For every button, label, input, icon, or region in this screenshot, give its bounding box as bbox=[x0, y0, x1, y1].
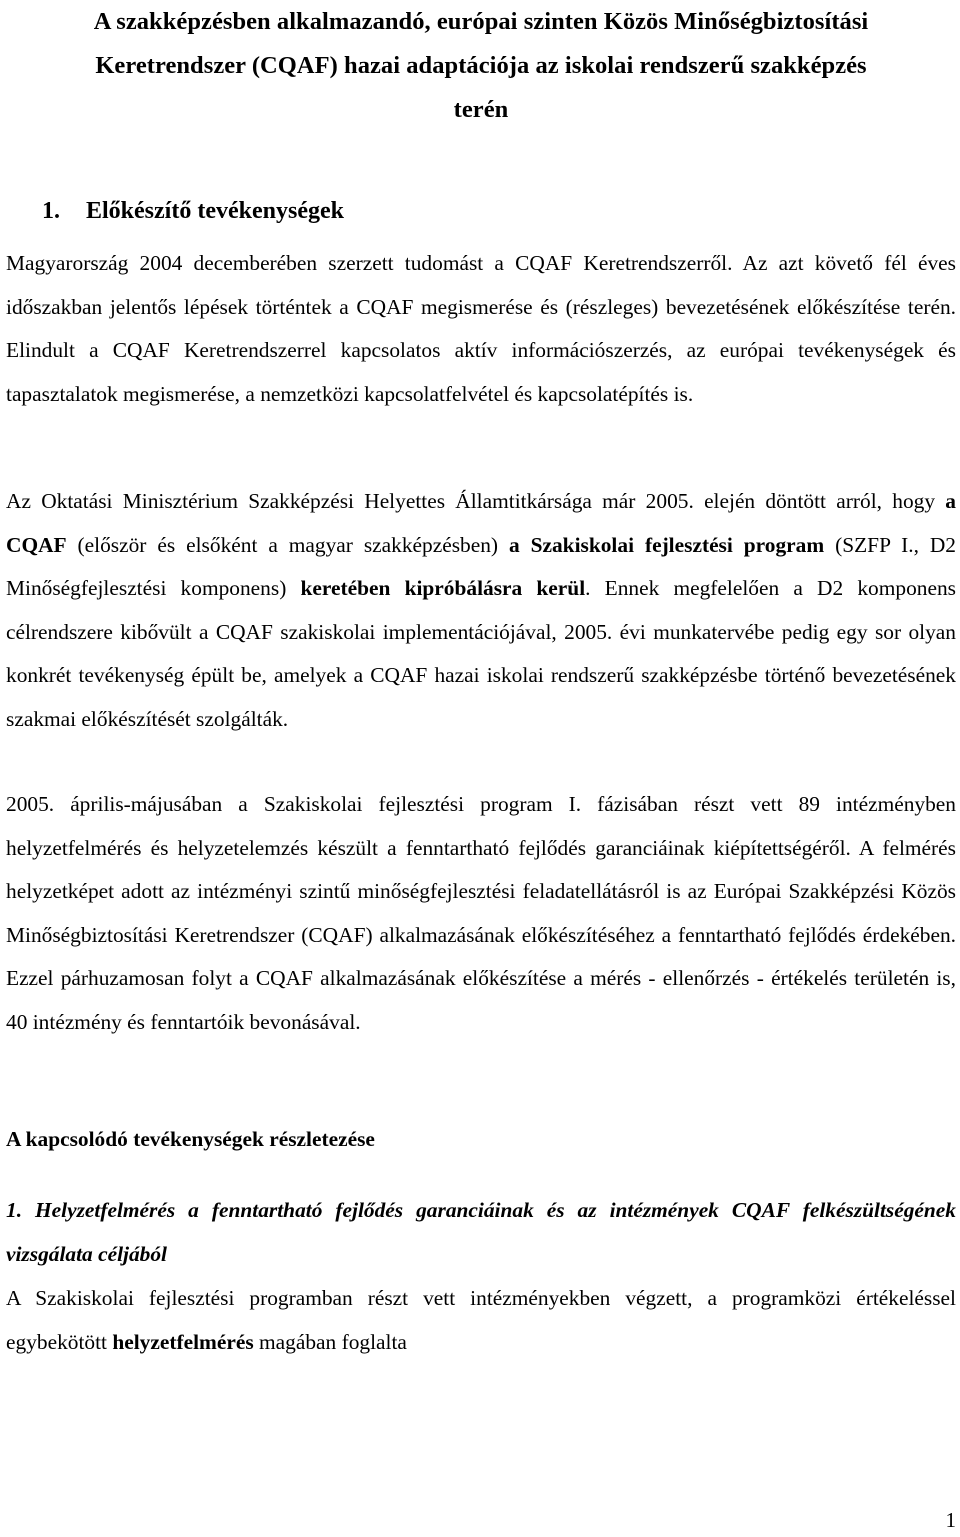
item-heading: 1. Helyzetfelmérés a fenntartható fejlődés garanciáinak és az intézmények CQAF felkészültségének vizsgálata céljából bbox=[6, 1198, 956, 1266]
paragraph-decision-text-2: (először és elsőként a magyar szakképzésben) bbox=[66, 532, 509, 557]
paragraph-decision-text-1: Az Oktatási Minisztérium Szakképzési Helyettes Államtitkársága már 2005. elején döntött arról, hogy bbox=[6, 489, 946, 513]
title-line-1: A szakképzésben alkalmazandó, európai szinten Közös Minőségbiztosítási bbox=[93, 8, 869, 35]
section-title: Előkészítő tevékenységek bbox=[86, 198, 344, 224]
document-title bbox=[6, 0, 956, 132]
paragraph-item-text-2: magában foglalta bbox=[253, 1329, 407, 1354]
paragraph-decision-bold-2: a Szakiskolai fejlesztési program bbox=[508, 532, 825, 557]
paragraph-decision bbox=[6, 480, 956, 742]
subsection-heading: A kapcsolódó tevékenységek részletezése bbox=[6, 1127, 375, 1151]
paragraph-decision-text-4: . Ennek megfelelően a D2 komponens célrendszere kibővült a CQAF szakiskolai implementációjával, 2005. évi munkatervébe pedig egy sor olyan konkrét tevékenység épült be, amelyek a CQAF hazai iskolai rendszerű szakképzésbe történő bevezetésének szakmai előkészítését szolgálták. bbox=[6, 576, 956, 731]
paragraph-item-1 bbox=[6, 1277, 956, 1364]
page-number: 1 bbox=[945, 1508, 956, 1532]
paragraph-item-text-1: A Szakiskolai fejlesztési programban részt vett intézményekben végzett, a programközi értékeléssel egybekötött bbox=[6, 1286, 956, 1354]
title-line-2: Keretrendszer (CQAF) hazai adaptációja az iskolai rendszerű szakképzés bbox=[95, 52, 867, 79]
paragraph-item-bold-1: helyzetfelmérés bbox=[112, 1329, 254, 1354]
paragraph-intro: Magyarország 2004 decemberében szerzett tudomást a CQAF Keretrendszerről. Az azt követő fél éves időszakban jelentős lépések történtek a CQAF megismerése és (részleges) bevezetésének előkészítése terén. Elindult a CQAF Keretrendszerrel kapcsolatos aktív információszerzés, az európai tevékenységek és tapasztalatok megismerése, a nemzetközi kapcsolatfelvétel és kapcsolatépítés is. bbox=[6, 251, 956, 406]
title-line-3: terén bbox=[453, 96, 509, 123]
paragraph-decision-text-3: (SZFP I., D2 Minőségfejlesztési komponens) bbox=[6, 532, 957, 601]
paragraph-survey: 2005. április-májusában a Szakiskolai fejlesztési program I. fázisában részt vett 89 intézményben helyzetfelmérés és helyzetelemzés készült a fenntartható fejlődés garanciáinak kiépítettségéről. A felmérés helyzetképet adott az intézményi szintű minőségfejlesztési feladatellátásról is az Európai Szakképzési Közös Minőségbiztosítási Keretrendszer (CQAF) alkalmazásának előkészítéséhez a fenntartható fejlődés érdekében. Ezzel párhuzamosan folyt a CQAF alkalmazásának előkészítése a mérés - ellenőrzés - értékelés területén is, 40 intézmény és fenntartóik bevonásával. bbox=[6, 792, 956, 1034]
section-heading bbox=[6, 196, 344, 226]
document-page bbox=[6, 0, 957, 1354]
paragraph-decision-bold-1: a CQAF bbox=[6, 489, 956, 557]
section-number: 1. bbox=[42, 198, 60, 224]
paragraph-decision-bold-3: keretében kipróbálásra kerül bbox=[300, 576, 586, 601]
